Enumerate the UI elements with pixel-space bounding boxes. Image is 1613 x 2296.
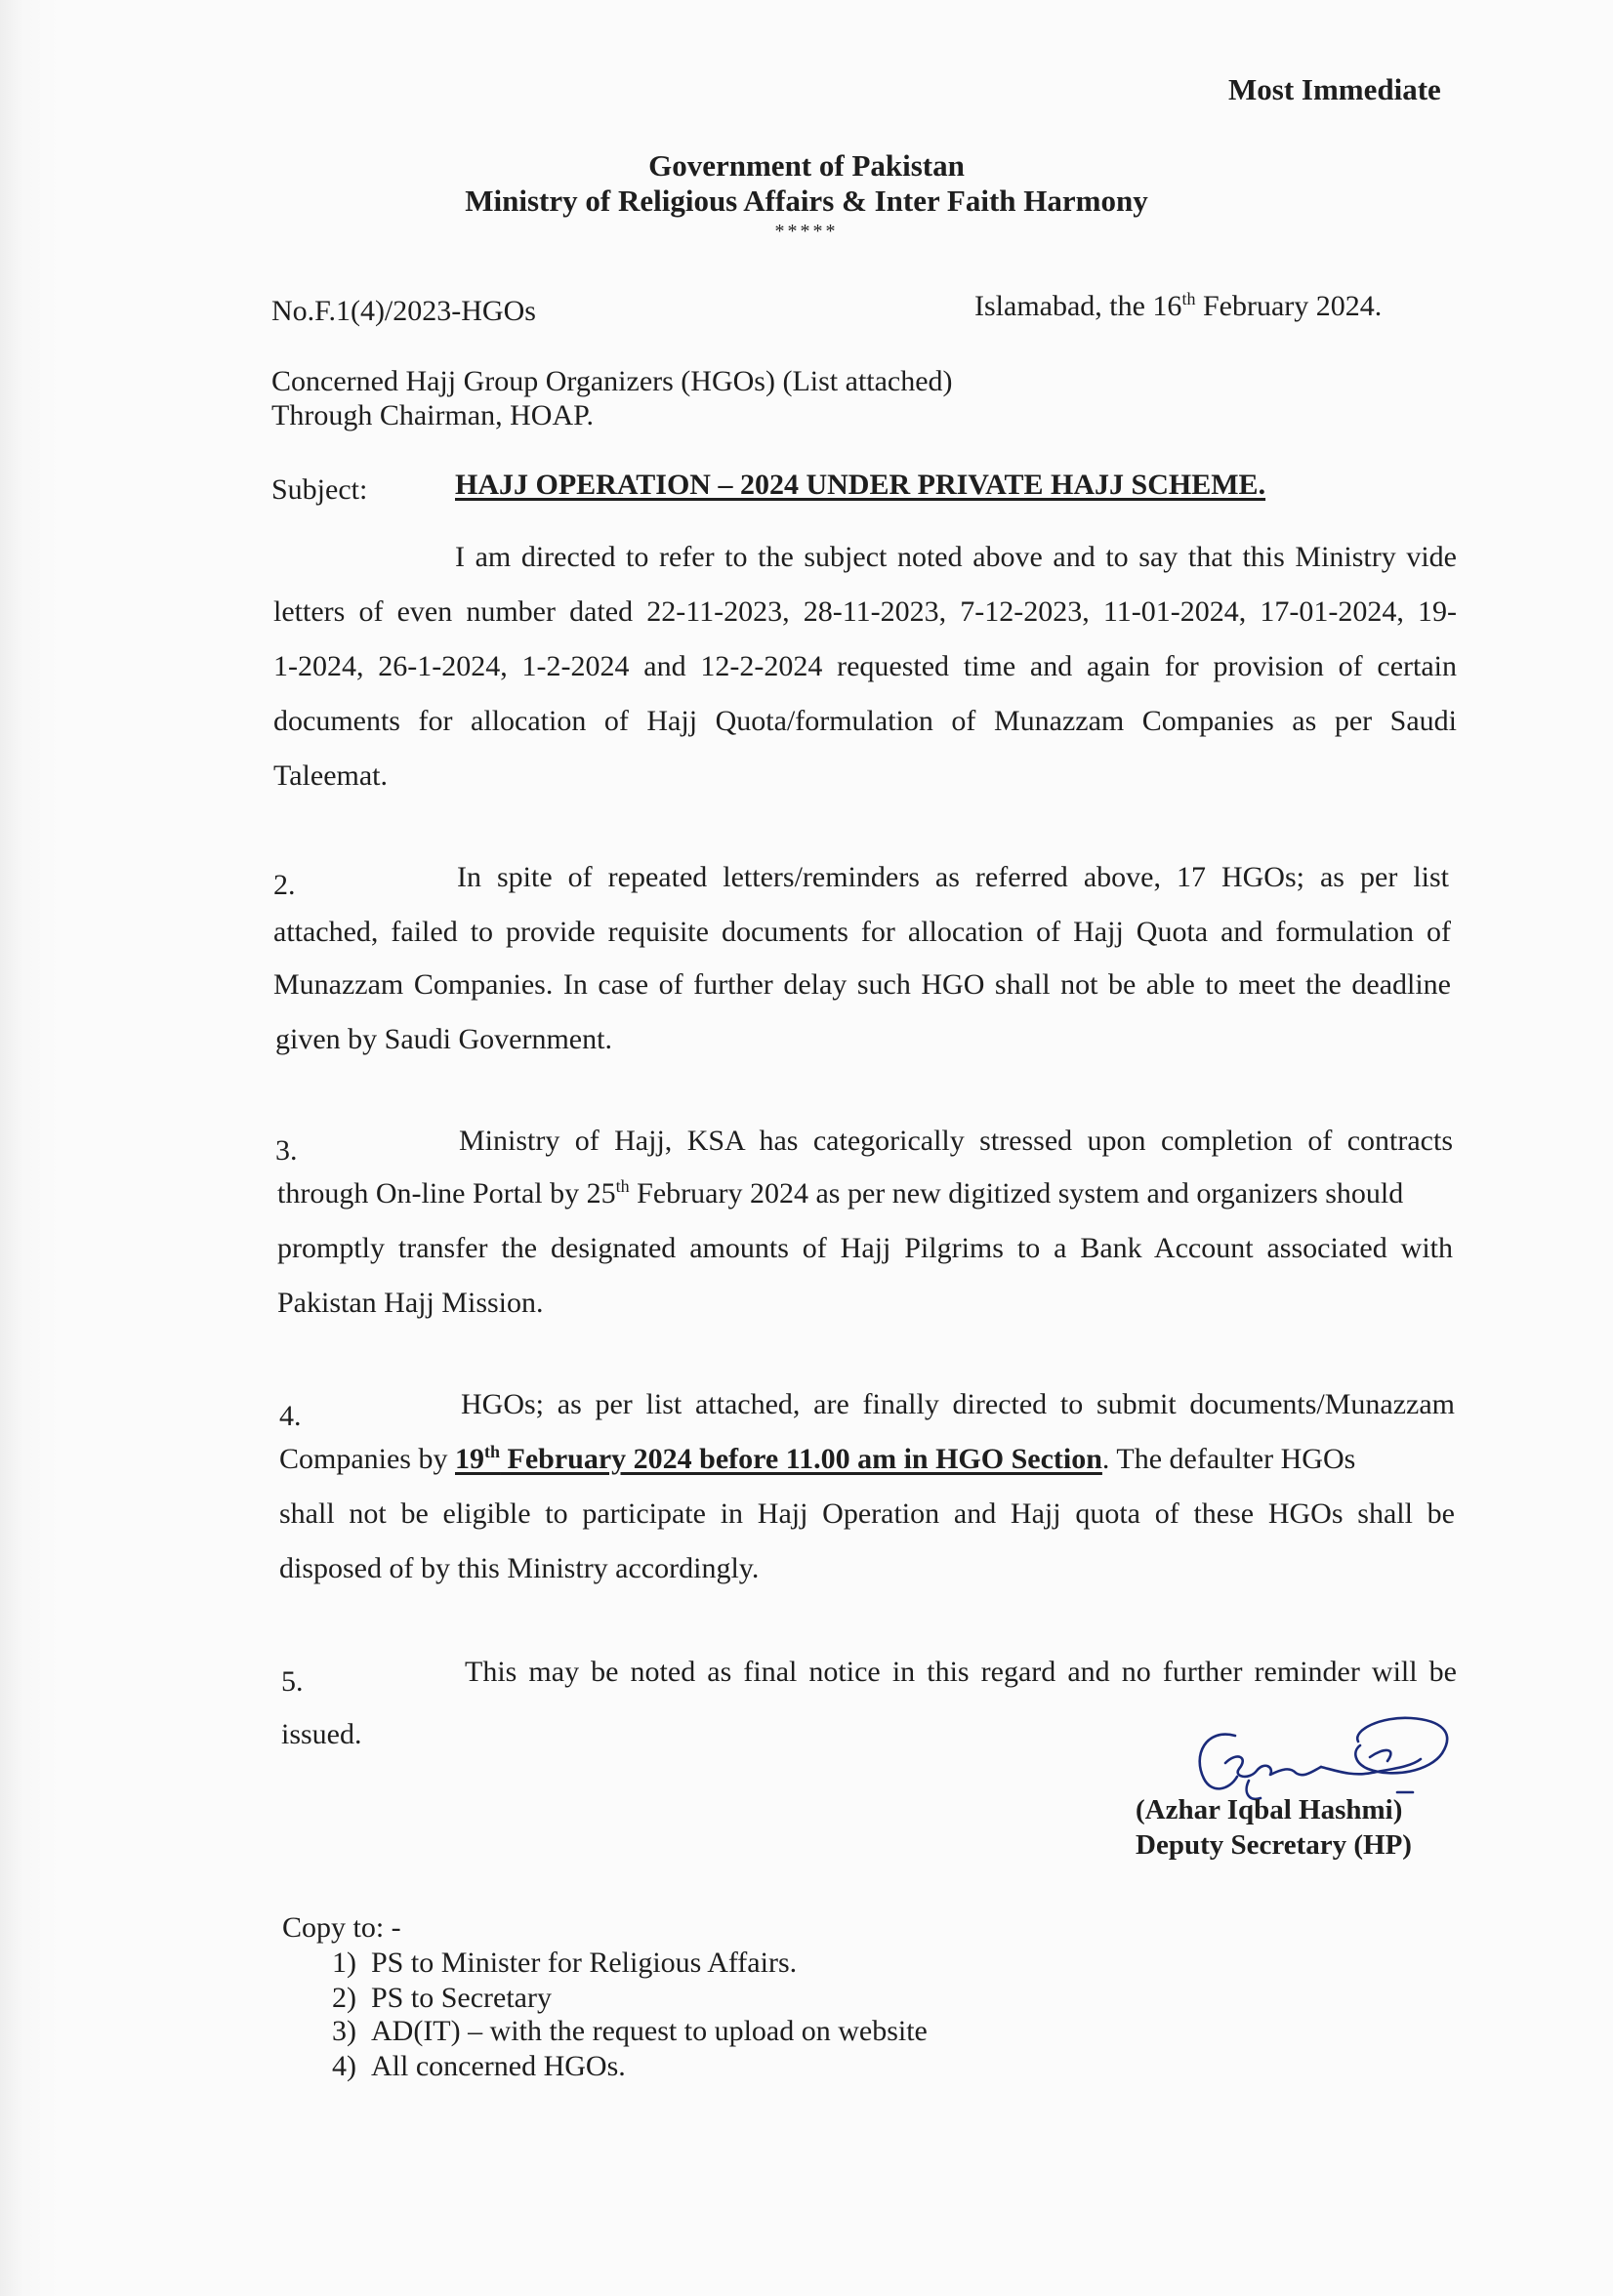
para3-line-2: through On-line Portal by 25th February 2024 as per new digitized system and organizers should	[277, 1176, 1404, 1210]
para1-line-4: documents for allocation of Hajj Quota/formulation of Munazzam Companies as per Saudi	[273, 705, 1457, 737]
ministry-heading: Ministry of Religious Affairs & Inter Faith Harmony	[465, 184, 1148, 218]
scan-edge-shadow	[0, 0, 59, 2296]
para4-number: 4.	[279, 1400, 302, 1432]
copy-to-item: 4) All concerned HGOs.	[332, 2050, 626, 2082]
para5-line-1: This may be noted as final notice in this regard and no further reminder will be	[465, 1656, 1457, 1688]
priority-label: Most Immediate	[1228, 72, 1441, 106]
para2-line-2: attached, failed to provide requisite documents for allocation of Hajj Quota and formulation of	[273, 916, 1451, 948]
copy-to-item: 1) PS to Minister for Religious Affairs.	[332, 1947, 798, 1979]
copy-to-item: 3) AD(IT) – with the request to upload on website	[332, 2015, 928, 2047]
para3-line-3: promptly transfer the designated amounts of Hajj Pilgrims to a Bank Account associated with	[277, 1232, 1453, 1264]
para4-line-2: Companies by 19th February 2024 before 11.00 am in HGO Section. The defaulter HGOs	[279, 1442, 1356, 1475]
para1-line-2: letters of even number dated 22-11-2023, 28-11-2023, 7-12-2023, 11-01-2024, 17-01-2024, 19-	[273, 595, 1457, 628]
addressee-line-1: Concerned Hajj Group Organizers (HGOs) (List attached)	[271, 365, 953, 397]
letter-date: Islamabad, the 16th February 2024.	[974, 289, 1383, 322]
deadline-text: 19th February 2024 before 11.00 am in HGO Section	[455, 1442, 1102, 1475]
para2-line-4: given by Saudi Government.	[275, 1023, 612, 1055]
signatory-designation: Deputy Secretary (HP)	[1136, 1829, 1412, 1861]
para4-line-4: disposed of by this Ministry accordingly.	[279, 1552, 760, 1584]
signatory-name: (Azhar Iqbal Hashmi)	[1136, 1794, 1403, 1825]
para4-line-1: HGOs; as per list attached, are finally directed to submit documents/Munazzam	[461, 1388, 1455, 1420]
government-heading: Government of Pakistan	[648, 148, 965, 183]
reference-number: No.F.1(4)/2023-HGOs	[271, 295, 536, 327]
para3-line-1: Ministry of Hajj, KSA has categorically stressed upon completion of contracts	[459, 1125, 1453, 1157]
para2-line-1: In spite of repeated letters/reminders as referred above, 17 HGOs; as per list	[457, 861, 1449, 893]
copy-to-heading: Copy to: -	[282, 1911, 401, 1944]
subject-label: Subject:	[271, 473, 368, 506]
para1-line-5: Taleemat.	[273, 759, 388, 792]
para5-line-2: issued.	[281, 1718, 362, 1750]
para2-number: 2.	[273, 869, 296, 901]
para4-line-3: shall not be eligible to participate in Hajj Operation and Hajj quota of these HGOs shall be	[279, 1497, 1455, 1530]
para3-number: 3.	[275, 1134, 298, 1167]
para3-line-4: Pakistan Hajj Mission.	[277, 1287, 544, 1319]
copy-to-item: 2) PS to Secretary	[332, 1982, 552, 2014]
para2-line-3: Munazzam Companies. In case of further delay such HGO shall not be able to meet the deadline	[273, 968, 1451, 1001]
para1-line-3: 1-2024, 26-1-2024, 1-2-2024 and 12-2-2024 requested time and again for provision of certain	[273, 650, 1457, 682]
para1-line-1: I am directed to refer to the subject noted above and to say that this Ministry vide	[455, 541, 1457, 573]
header-stars: *****	[774, 221, 839, 242]
subject-text: HAJJ OPERATION – 2024 UNDER PRIVATE HAJJ SCHEME.	[455, 469, 1266, 501]
para5-number: 5.	[281, 1665, 304, 1698]
addressee-line-2: Through Chairman, HOAP.	[271, 399, 594, 431]
